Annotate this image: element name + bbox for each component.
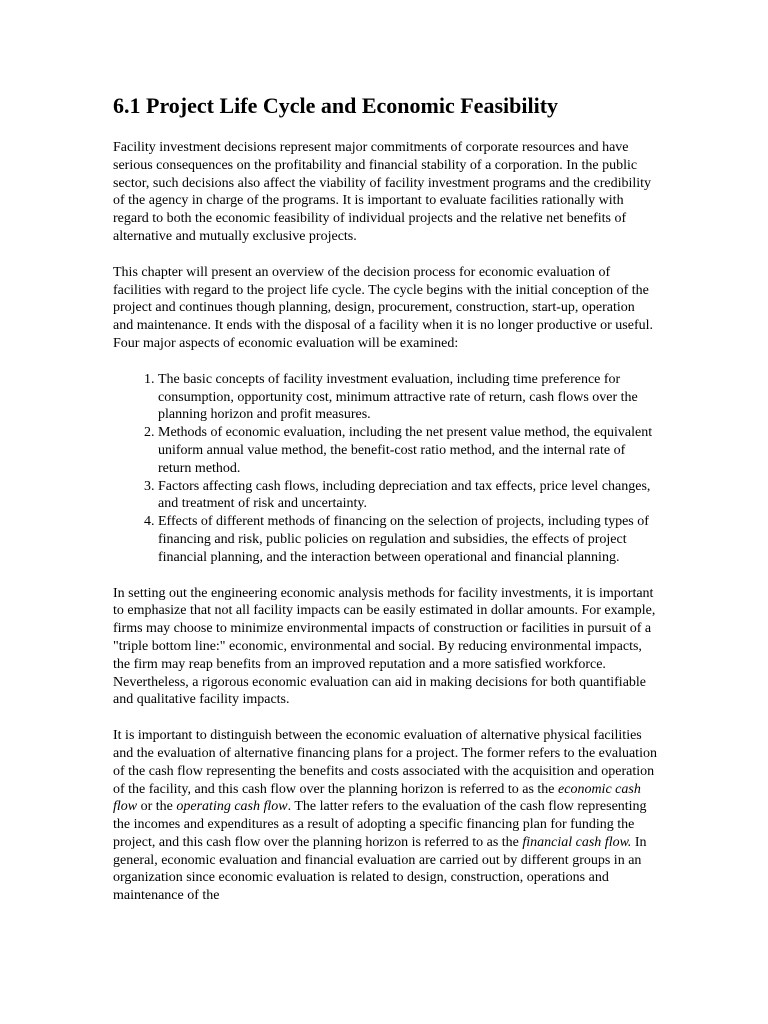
document-page <box>113 91 658 923</box>
list-item: 3. Factors affecting cash flows, including depreciation and tax effects, price level changes, and treatment of risk and uncertainty. <box>158 478 658 514</box>
text-segment: or the <box>137 799 177 815</box>
text-segment: In general, economic evaluation and financial evaluation are carried out by different groups in an organization since economic evaluation is related to design, construction, operations and maintenance of the <box>113 834 647 904</box>
aspects-list <box>113 371 658 567</box>
text-segment: It is important to distinguish between the economic evaluation of alternative physical facilities and the evaluation of alternative financing plans for a project. The former refers to the evaluation of the cash flow representing the benefits and costs associated with the acquisition and operation of the facility, and this cash flow over the planning horizon is referred to as the <box>113 728 657 797</box>
paragraph-intro: Facility investment decisions represent major commitments of corporate resources and have serious consequences on the profitability and financial stability of a corporation. In the public sector, such decisions also affect the viability of facility investment programs and the credibility of the agency in charge of the programs. It is important to evaluate facilities rationally with regard to both the economic feasibility of individual projects and the relative net benefits of alternative and mutually exclusive projects. <box>113 140 652 244</box>
text-segment: . The latter refers to the evaluation of the cash flow representing the incomes and expenditures as a result of adopting a specific financing plan for funding the project, and this cash flow over the planning horizon is referred to as the <box>113 799 647 850</box>
list-item: 4. Effects of different methods of financing on the selection of projects, including types of financing and risk, public policies on regulation and subsidies, the effects of project financial planning, and the interaction between operational and financial planning. <box>158 513 658 566</box>
paragraph-chapter-overview: This chapter will present an overview of the decision process for economic evaluation of facilities with regard to the project life cycle. The cycle begins with the initial conception of the project and continues though planning, design, procurement, construction, start-up, operation and maintenance. It ends with the disposal of a facility when it is no longer productive or useful. Four major aspects of economic evaluation will be examined: <box>113 264 654 351</box>
paragraph-cash-flow <box>113 727 658 905</box>
section-heading: 6.1 Project Life Cycle and Economic Feasibility <box>113 93 559 118</box>
term-financial-cash-flow: financial cash flow. <box>522 834 632 850</box>
term-economic-cash-flow: economic cash flow <box>113 781 641 815</box>
list-item: 1. The basic concepts of facility investment evaluation, including time preference for consumption, opportunity cost, minimum attractive rate of return, cash flows over the planning horizon and profit measures. <box>158 371 658 424</box>
paragraph-triple-bottom-line: In setting out the engineering economic analysis methods for facility investments, it is important to emphasize that not all facility impacts can be easily estimated in dollar amounts. For example, firms may choose to minimize environmental impacts of construction or facilities in pursuit of a "triple bottom line:" economic, environmental and social. By reducing environmental impacts, the firm may reap benefits from an improved reputation and a more satisfied workforce. Nevertheless, a rigorous economic evaluation can aid in making decisions for both quantifiable and qualitative facility impacts. <box>113 585 656 708</box>
term-operating-cash-flow: operating cash flow <box>176 799 288 815</box>
list-item: 2. Methods of economic evaluation, including the net present value method, the equivalent uniform annual value method, the benefit-cost ratio method, and the internal rate of return method. <box>158 424 658 477</box>
